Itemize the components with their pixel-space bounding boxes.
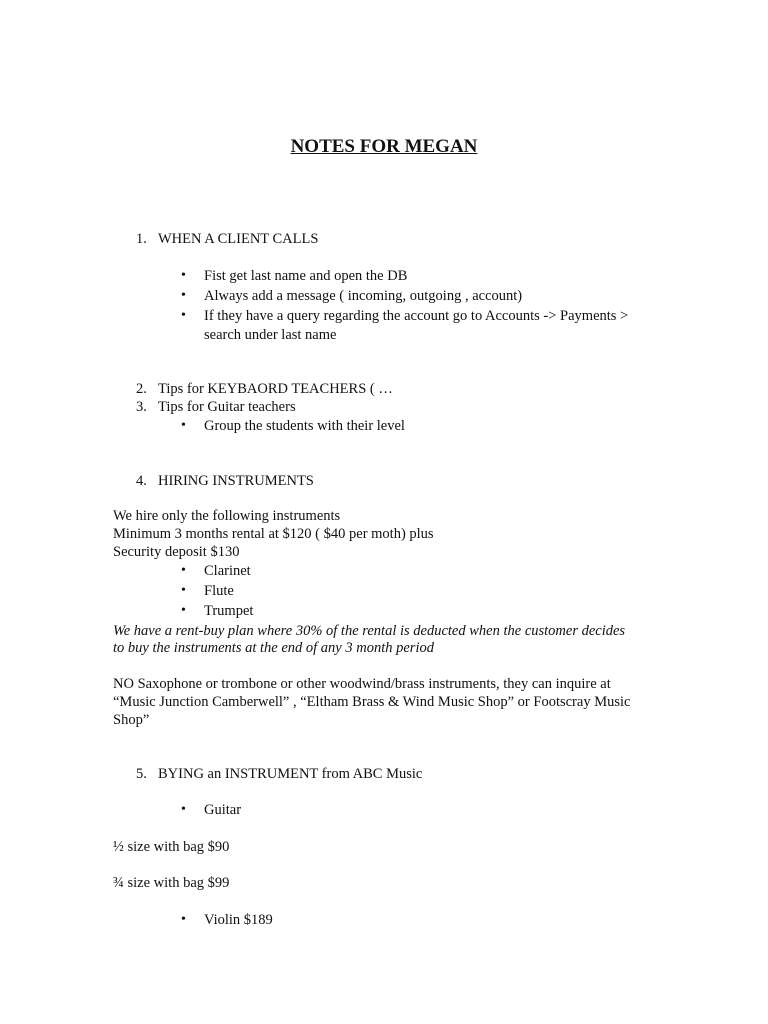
section-number: 3. bbox=[136, 399, 147, 415]
section-heading: Tips for Guitar teachers bbox=[158, 399, 296, 415]
section-heading: HIRING INSTRUMENTS bbox=[158, 473, 314, 489]
section-number: 1. bbox=[136, 231, 147, 247]
paragraph-line: “Music Junction Camberwell” , “Eltham Brass & Wind Music Shop” or Footscray Music bbox=[113, 694, 631, 710]
section-heading: BYING an INSTRUMENT from ABC Music bbox=[158, 766, 423, 782]
paragraph-line: Shop” bbox=[113, 712, 150, 728]
list-item: • Clarinet bbox=[204, 563, 251, 580]
list-item: • Flute bbox=[204, 583, 234, 600]
list-item: • Group the students with their level bbox=[204, 418, 405, 435]
list-item: • Guitar bbox=[204, 802, 241, 819]
list-item: • Always add a message ( incoming, outgoing , account) bbox=[204, 288, 522, 305]
section-heading: WHEN A CLIENT CALLS bbox=[158, 231, 319, 247]
paragraph-line: We have a rent-buy plan where 30% of the rental is deducted when the customer decides bbox=[113, 623, 626, 639]
list-item: • Fist get last name and open the DB bbox=[204, 268, 407, 285]
paragraph-line: Minimum 3 months rental at $120 ( $40 per moth) plus bbox=[113, 526, 434, 542]
price-line: ¾ size with bag $99 bbox=[113, 875, 230, 891]
page-title: NOTES FOR MEGAN bbox=[290, 136, 478, 157]
section-number: 2. bbox=[136, 381, 147, 397]
section-number: 5. bbox=[136, 766, 147, 782]
paragraph-line: to buy the instruments at the end of any 3 month period bbox=[113, 640, 434, 656]
list-item-continuation: search under last name bbox=[204, 327, 337, 343]
list-item: • Violin $189 bbox=[204, 912, 273, 929]
section-heading: Tips for KEYBAORD TEACHERS ( … bbox=[158, 381, 393, 397]
list-item: • If they have a query regarding the account go to Accounts -> Payments > bbox=[204, 308, 628, 325]
paragraph-line: We hire only the following instruments bbox=[113, 508, 341, 524]
list-item: • Trumpet bbox=[204, 603, 253, 620]
price-line: ½ size with bag $90 bbox=[113, 839, 230, 855]
section-number: 4. bbox=[136, 473, 147, 489]
paragraph-line: Security deposit $130 bbox=[113, 544, 240, 560]
paragraph-line: NO Saxophone or trombone or other woodwind/brass instruments, they can inquire at bbox=[113, 676, 611, 692]
